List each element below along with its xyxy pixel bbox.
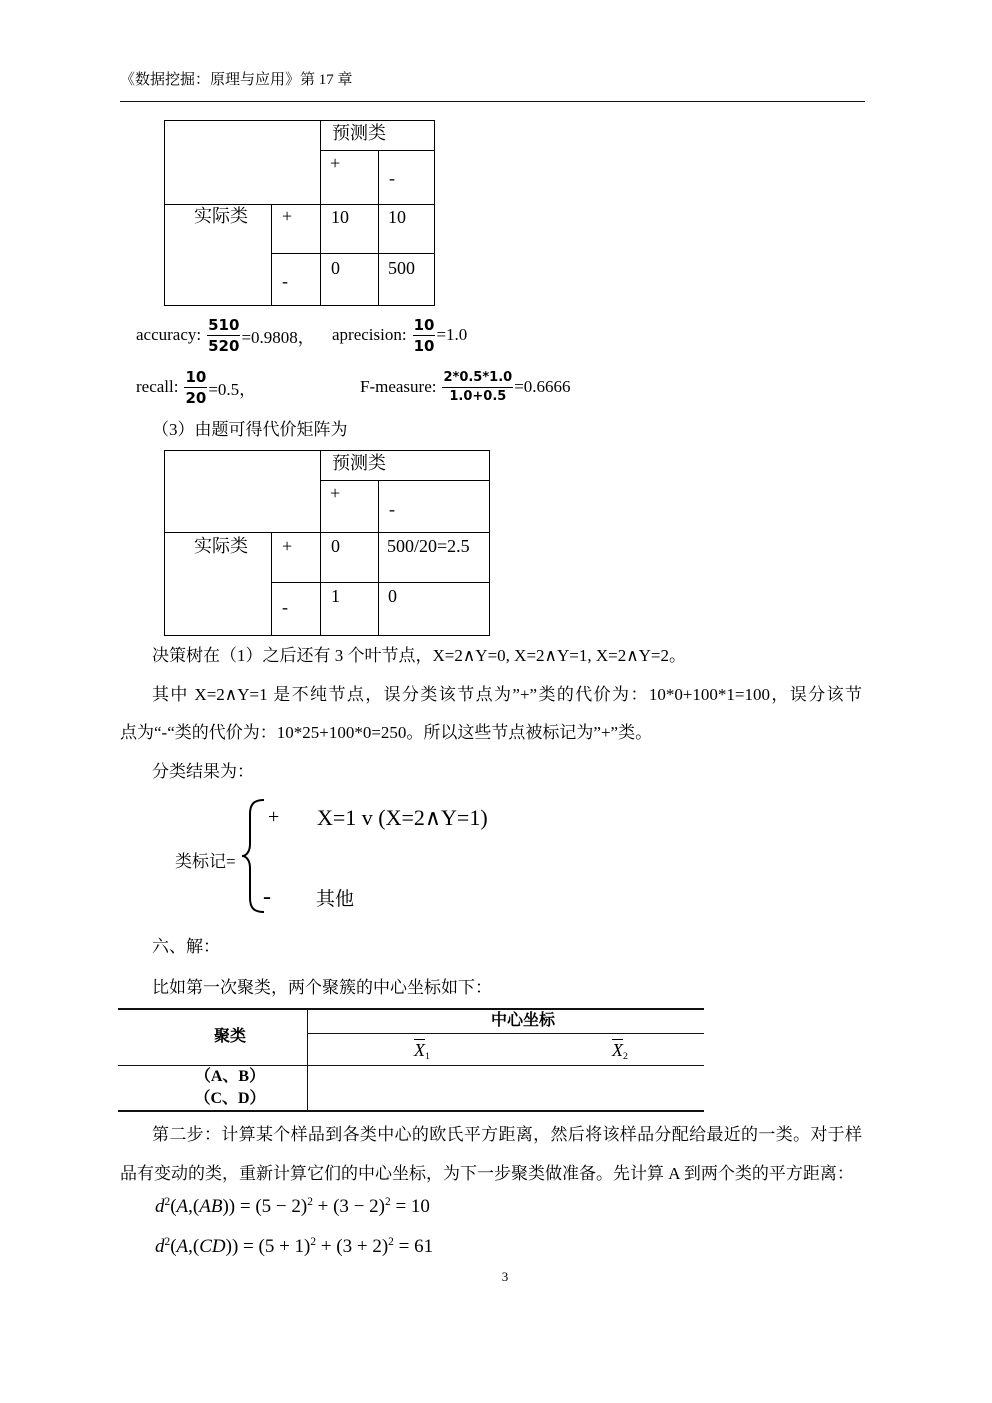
- math-token: ,(: [188, 1196, 200, 1217]
- actual-header-cell: [165, 205, 272, 306]
- matrix-cell: [379, 254, 435, 306]
- math-token: 2): [372, 1236, 389, 1257]
- recall-label: recall:: [136, 377, 179, 396]
- paragraph-line: 品有变动的类，重新计算它们的中心坐标，为下一步聚类做准备。先计算 A 到两个类的平方距离：: [120, 1164, 854, 1183]
- matrix-value: 0: [388, 586, 397, 606]
- math-token: A: [176, 1236, 189, 1257]
- predicted-header: 预测类: [332, 453, 386, 473]
- predicted-pos: +: [330, 153, 341, 173]
- center-x1-header: [414, 1038, 430, 1062]
- paragraph-line: 比如第一次聚类，两个聚簇的中心坐标如下：: [152, 978, 492, 997]
- math-token: 1): [294, 1236, 311, 1257]
- table-row: [165, 205, 435, 254]
- f-measure-numerator: 2*0.5*1.0: [442, 370, 513, 388]
- f-measure-result: =0.6666: [514, 377, 571, 396]
- math-token: 2: [310, 1235, 317, 1248]
- case-sign-plus: +: [268, 806, 280, 828]
- predicted-header-cell: [321, 121, 435, 151]
- math-token: $\overline{X}$: [612, 1040, 623, 1060]
- paragraph-line: 决策树在（1）之后还有 3 个叶节点，X=2∧Y=0, X=2∧Y=1, X=2∧Y=2。: [152, 646, 687, 665]
- recall-fraction: [184, 368, 207, 407]
- table-header-rule: [118, 1065, 704, 1066]
- running-header: 《数据挖掘：原理与应用》第 17 章: [120, 72, 353, 88]
- matrix-cell: [379, 205, 435, 254]
- header-rule: [120, 101, 865, 102]
- accuracy-result: =0.9808，: [241, 327, 315, 347]
- matrix-value: 10: [388, 207, 406, 227]
- class-label: 类标记=: [175, 852, 236, 871]
- precision-denominator: 10: [413, 336, 435, 355]
- recall-result: =0.5，: [208, 379, 257, 399]
- predicted-header: 预测类: [332, 123, 386, 143]
- cost-matrix-table: [164, 450, 490, 636]
- matrix-value: 0: [331, 536, 340, 556]
- table-row: [165, 533, 490, 583]
- actual-neg: -: [282, 271, 288, 291]
- case-condition: X=1 v (X=2∧Y=1): [317, 805, 488, 830]
- actual-pos-cell: [272, 533, 321, 583]
- predicted-pos-cell: [321, 481, 379, 533]
- matrix-value: 1: [331, 586, 340, 606]
- actual-neg-cell: [272, 254, 321, 306]
- cluster-row-label: （C、D）: [194, 1090, 266, 1107]
- paragraph-line: 点为“-“类的代价为：10*25+100*0=250。所以这些节点被标记为”+”类。: [120, 723, 653, 742]
- math-token: 2: [384, 1195, 391, 1208]
- actual-header-cell: [165, 533, 272, 636]
- distance-equation-ab: [155, 1194, 430, 1220]
- math-token: 2: [164, 1235, 171, 1248]
- math-token: 10: [410, 1196, 430, 1217]
- matrix-cell: [321, 533, 379, 583]
- table-row: [165, 121, 435, 151]
- recall-denominator: 20: [185, 388, 207, 407]
- matrix-cell: [379, 583, 490, 636]
- accuracy-label: accuracy:: [136, 325, 202, 344]
- matrix-value: 10: [331, 207, 349, 227]
- matrix-cell: [321, 205, 379, 254]
- math-token: 2): [369, 1196, 385, 1217]
- math-token: 2: [164, 1195, 171, 1208]
- distance-equation-cd: [155, 1234, 433, 1260]
- cluster-column-header: 聚类: [213, 1028, 246, 1045]
- precision-formula: [332, 312, 467, 358]
- f-measure-denominator: 1.0+0.5: [449, 388, 507, 404]
- table-sub-rule: [307, 1033, 704, 1034]
- math-token: +: [279, 1236, 290, 1257]
- f-measure-formula: [360, 364, 571, 410]
- predicted-header-cell: [321, 451, 490, 481]
- corner-cell: [165, 451, 321, 533]
- matrix-value: 0: [331, 258, 340, 278]
- math-token: (: [170, 1196, 177, 1217]
- actual-neg-cell: [272, 583, 321, 636]
- math-token: )): [225, 1236, 239, 1257]
- case-sign-minus: -: [263, 884, 271, 910]
- math-token: =: [398, 1236, 410, 1257]
- math-token: =: [239, 1196, 251, 1217]
- math-token: 2: [388, 1235, 394, 1248]
- precision-label: aprecision:: [332, 325, 407, 344]
- predicted-neg-cell: [379, 481, 490, 533]
- confusion-matrix-table: [164, 120, 435, 306]
- paragraph-line: 分类结果为：: [152, 762, 254, 781]
- f-measure-fraction: [442, 370, 513, 405]
- math-token: $\overline{X}$: [414, 1040, 425, 1060]
- predicted-neg-cell: [379, 151, 435, 205]
- math-token: −: [353, 1196, 365, 1217]
- math-token: 1: [425, 1050, 430, 1062]
- precision-fraction: [413, 316, 436, 355]
- math-token: A: [176, 1196, 189, 1217]
- actual-header: 实际类: [194, 536, 248, 556]
- math-token: 61: [414, 1236, 434, 1257]
- table-top-rule: [118, 1008, 704, 1010]
- actual-pos: +: [282, 536, 293, 556]
- math-token: +: [356, 1236, 368, 1257]
- table-row: [165, 451, 490, 481]
- accuracy-fraction: [207, 316, 240, 355]
- actual-neg: -: [282, 597, 288, 617]
- table-bottom-rule: [118, 1110, 704, 1112]
- math-token: )): [222, 1196, 236, 1217]
- math-token: (: [170, 1236, 177, 1257]
- math-token: =: [395, 1196, 407, 1217]
- f-measure-label: F-measure:: [360, 377, 437, 396]
- page-number: 3: [501, 1269, 509, 1284]
- cluster-row-label: （A、B）: [194, 1068, 266, 1085]
- cost-matrix-intro: （3）由题可得代价矩阵为: [152, 420, 348, 439]
- paragraph-line: 其中 X=2∧Y=1 是不纯节点，误分类该节点为”+”类的代价为：10*0+100*1=100，误分该节: [152, 685, 862, 704]
- actual-header: 实际类: [194, 206, 248, 226]
- math-token: +: [317, 1196, 329, 1217]
- math-token: +: [320, 1236, 332, 1257]
- precision-result: =1.0: [436, 325, 468, 344]
- math-token: (5: [255, 1196, 272, 1217]
- matrix-value: 500: [388, 258, 415, 278]
- predicted-neg: -: [389, 168, 395, 188]
- precision-numerator: 10: [413, 315, 435, 334]
- matrix-cell: [321, 583, 379, 636]
- math-token: d: [155, 1236, 165, 1257]
- math-token: (5: [258, 1236, 275, 1257]
- corner-cell: [165, 121, 321, 205]
- matrix-value: 500/20=2.5: [387, 536, 470, 556]
- accuracy-numerator: 510: [208, 315, 240, 334]
- center-column-header: 中心坐标: [490, 1012, 555, 1029]
- accuracy-denominator: 520: [208, 336, 240, 355]
- math-token: (3: [336, 1236, 353, 1257]
- math-token: 2): [291, 1196, 308, 1217]
- center-x2-header: [612, 1038, 628, 1062]
- actual-pos: +: [282, 206, 293, 226]
- section-heading: 六、解：: [152, 937, 220, 956]
- recall-formula: [136, 364, 256, 410]
- matrix-cell: [321, 254, 379, 306]
- predicted-pos: +: [330, 483, 341, 503]
- predicted-neg: -: [389, 499, 395, 519]
- matrix-cell: [379, 533, 490, 583]
- accuracy-formula: [136, 312, 315, 358]
- math-token: ,(: [188, 1236, 200, 1257]
- math-token: d: [155, 1196, 165, 1217]
- math-token: 2: [623, 1050, 628, 1062]
- actual-pos-cell: [272, 205, 321, 254]
- math-token: AB: [199, 1196, 223, 1217]
- math-token: −: [275, 1196, 287, 1217]
- paragraph-line: 第二步：计算某个样品到各类中心的欧氏平方距离，然后将该样品分配给最近的一类。对于样: [152, 1125, 862, 1144]
- recall-numerator: 10: [185, 367, 207, 386]
- math-token: =: [243, 1236, 254, 1257]
- math-token: 2: [307, 1195, 313, 1208]
- math-token: (3: [333, 1196, 349, 1217]
- case-otherwise: 其他: [316, 889, 355, 910]
- math-token: CD: [199, 1236, 226, 1257]
- predicted-pos-cell: [321, 151, 379, 205]
